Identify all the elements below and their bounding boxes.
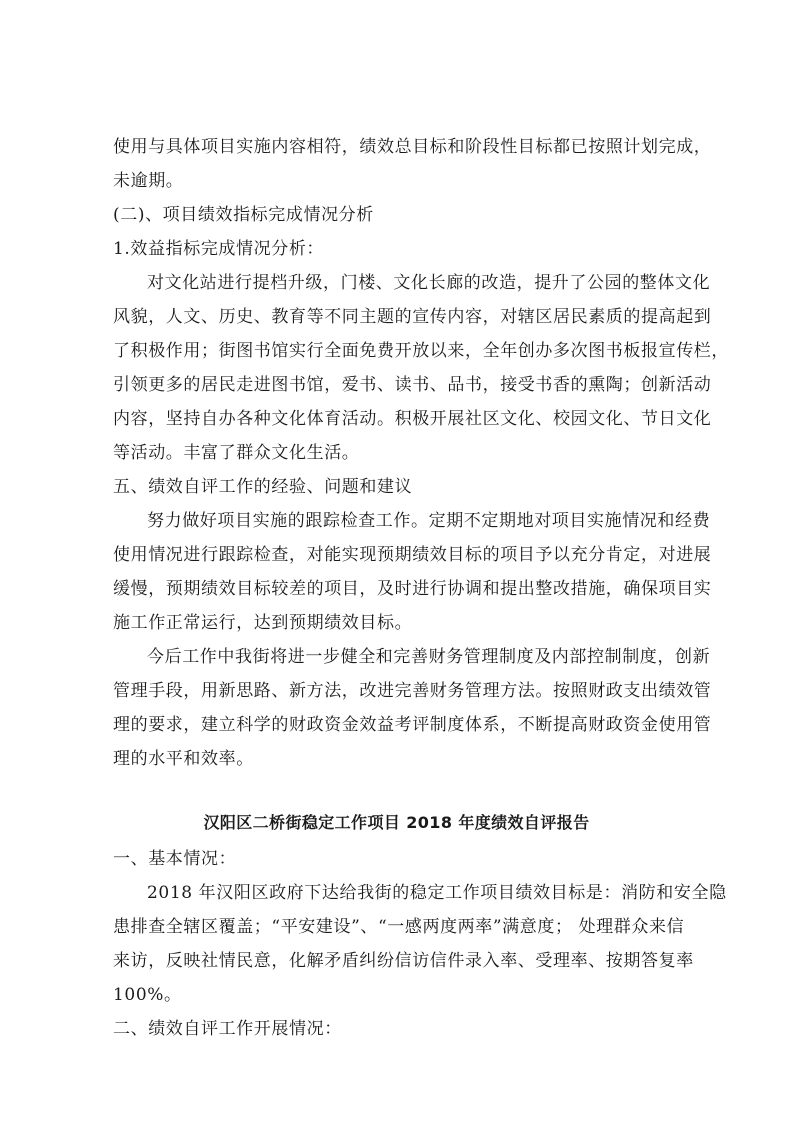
- body-text-line: 未逾期。: [113, 171, 184, 191]
- body-text-line: 缓慢，预期绩效目标较差的项目，及时进行协调和提出整改措施，确保项目实: [113, 579, 712, 599]
- body-text-line: 施工作正常运行，达到预期绩效目标。: [113, 613, 413, 633]
- body-text-line: 对文化站进行提档升级，门楼、文化长廊的改造，提升了公园的整体文化: [147, 273, 711, 293]
- list-item-heading: 1.效益指标完成情况分析：: [113, 239, 325, 259]
- body-text-line: 引领更多的居民走进图书馆，爱书、读书、品书，接受书香的熏陶；创新活动: [113, 375, 712, 395]
- body-text-line: 管理手段，用新思路、新方法，改进完善财务管理方法。按照财政支出绩效管: [113, 681, 712, 701]
- body-text-line: 了积极作用；街图书馆实行全面免费开放以来，全年创办多次图书板报宣传栏，: [113, 341, 729, 361]
- body-text-line: 2018 年汉阳区政府下达给我街的稳定工作项目绩效目标是：消防和安全隐: [147, 883, 727, 903]
- section-heading: 一、基本情况：: [113, 849, 237, 869]
- body-text-line: 使用情况进行跟踪检查，对能实现预期绩效目标的项目予以充分肯定，对进展: [113, 545, 712, 565]
- body-text-line: 患排查全辖区覆盖；“平安建设”、“一感两度两率”满意度； 处理群众来信: [113, 917, 685, 937]
- body-text-line: 内容，坚持自办各种文化体育活动。积极开展社区文化、校园文化、节日文化: [113, 409, 712, 429]
- body-text-line: 等活动。丰富了群众文化生活。: [113, 443, 360, 463]
- body-text-line: 100%。: [113, 985, 182, 1005]
- report-title: 汉阳区二桥街稳定工作项目 2018 年度绩效自评报告: [203, 813, 590, 832]
- body-text-line: 努力做好项目实施的跟踪检查工作。定期不定期地对项目实施情况和经费: [147, 511, 711, 531]
- section-heading: 五、绩效自评工作的经验、问题和建议: [113, 477, 413, 497]
- body-text-line: 今后工作中我街将进一步健全和完善财务管理制度及内部控制制度，创新: [147, 647, 711, 667]
- body-text-line: 理的要求，建立科学的财政资金效益考评制度体系，不断提高财政资金使用管: [113, 715, 712, 735]
- body-text-line: 理的水平和效率。: [113, 749, 254, 769]
- body-text-line: 来访，反映社情民意，化解矛盾纠纷信访信件录入率、受理率、按期答复率: [113, 951, 694, 971]
- subheading: (二)、项目绩效指标完成情况分析: [113, 205, 374, 225]
- section-heading: 二、绩效自评工作开展情况：: [113, 1019, 342, 1039]
- body-text-line: 风貌，人文、历史、教育等不同主题的宣传内容，对辖区居民素质的提高起到: [113, 307, 712, 327]
- body-text-line: 使用与具体项目实施内容相符，绩效总目标和阶段性目标都已按照计划完成，: [113, 137, 712, 157]
